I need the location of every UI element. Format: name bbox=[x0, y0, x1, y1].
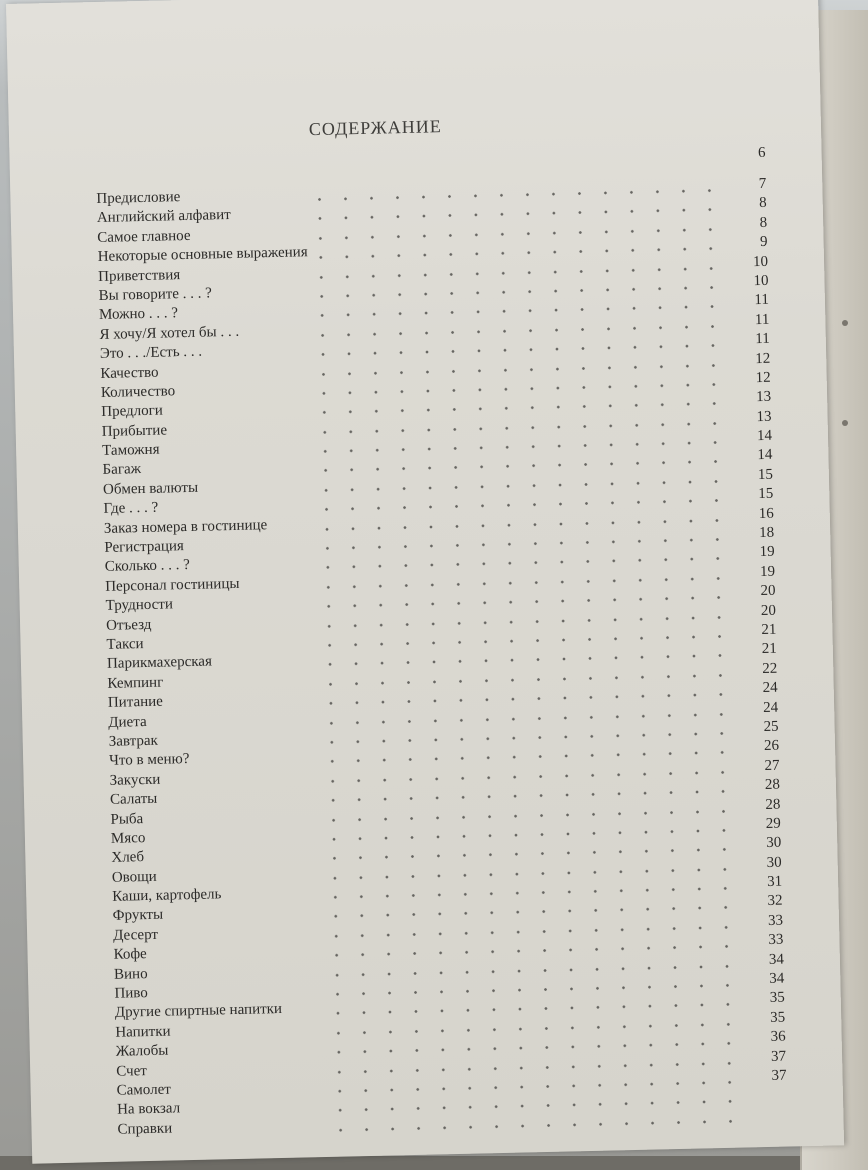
toc-entry-page-number: 8 bbox=[759, 214, 768, 231]
toc-entry-label: Справки bbox=[117, 1120, 173, 1138]
toc-entry-page-number: 14 bbox=[756, 427, 773, 445]
toc-entry-page-number: 31 bbox=[766, 873, 783, 891]
toc-entry-label: Обмен валюты bbox=[102, 479, 199, 498]
toc-entry-page-number: 30 bbox=[766, 834, 782, 852]
toc-entry-page-number bbox=[757, 1105, 787, 1106]
toc-entry-label: Где . . . ? bbox=[103, 499, 159, 518]
toc-entry-label: Количество bbox=[100, 383, 176, 401]
toc-entry-label: Английский алфавит bbox=[96, 207, 231, 227]
toc-entry-label: Персонал гостиницы bbox=[105, 575, 240, 595]
toc-entry-page-number: 33 bbox=[768, 931, 784, 949]
toc-entry-label: Трудности bbox=[105, 596, 174, 615]
toc-entry-page-number: 13 bbox=[756, 408, 772, 425]
toc-entry-page-number: 11 bbox=[755, 330, 770, 348]
toc-entry-label: Такси bbox=[106, 636, 144, 653]
toc-entry-label: Кемпинг bbox=[107, 674, 164, 692]
toc-entry-page-number: 22 bbox=[762, 660, 778, 677]
toc-top-page-number: 6 bbox=[757, 144, 766, 161]
toc-entry-page-number: 35 bbox=[769, 989, 785, 1007]
toc-entry-page-number: 12 bbox=[755, 369, 771, 386]
toc-entry-label: Другие спиртные напитки bbox=[114, 1001, 283, 1022]
toc-entry-label: Регистрация bbox=[104, 538, 185, 556]
toc-entry-label: Кофе bbox=[113, 946, 147, 964]
toc-entry-label: Овощи bbox=[111, 868, 157, 886]
toc-entry-label: Диета bbox=[108, 713, 147, 731]
book-page bbox=[6, 0, 844, 1164]
toc-entry-page-number: 12 bbox=[755, 350, 771, 367]
toc-entry-page-number: 27 bbox=[764, 757, 780, 774]
toc-entry-page-number: 26 bbox=[763, 737, 780, 755]
toc-entry-page-number: 15 bbox=[757, 466, 774, 483]
toc-entry-label: Рыба bbox=[110, 810, 144, 828]
toc-entry-page-number: 10 bbox=[753, 272, 769, 290]
toc-entry-page-number: 9 bbox=[759, 233, 768, 251]
toc-entry-page-number: 34 bbox=[769, 970, 785, 987]
binding-stitch bbox=[842, 320, 848, 326]
toc-entry-label: На вокзал bbox=[116, 1100, 181, 1119]
toc-entry-label: Пиво bbox=[114, 985, 149, 1002]
toc-entry-page-number: 10 bbox=[752, 253, 769, 270]
toc-entry-page-number: 19 bbox=[759, 544, 775, 561]
toc-entry-label: Парикмахерская bbox=[106, 653, 213, 673]
toc-entry-label: Что в меню? bbox=[109, 751, 190, 770]
toc-entry-page-number: 7 bbox=[758, 175, 767, 192]
toc-entry-label: Предисловие bbox=[96, 189, 181, 207]
toc-entry-page-number: 24 bbox=[762, 679, 778, 697]
toc-entry-page-number: 32 bbox=[767, 893, 783, 910]
toc-entry-page-number: 25 bbox=[763, 718, 779, 735]
toc-entry-label: Питание bbox=[107, 693, 164, 712]
toc-entry-page-number: 14 bbox=[757, 447, 773, 464]
dot-leader bbox=[328, 1119, 748, 1132]
toc-entry-label: Качество bbox=[100, 364, 159, 382]
toc-entry-label: Заказ номера в гостинице bbox=[103, 516, 268, 537]
toc-entry-page-number: 21 bbox=[761, 641, 778, 658]
toc-entry-label: Таможня bbox=[101, 441, 160, 460]
toc-entry-label: Предлоги bbox=[101, 402, 164, 421]
toc-entry-page-number: 24 bbox=[762, 699, 779, 716]
toc-entry-label: Вино bbox=[113, 965, 148, 983]
toc-entry-page-number: 28 bbox=[765, 796, 781, 813]
toc-entry-page-number: 30 bbox=[766, 854, 782, 871]
page-title: СОДЕРЖАНИЕ bbox=[308, 116, 443, 140]
toc-entry-label: Багаж bbox=[102, 461, 142, 479]
toc-entry-page-number: 37 bbox=[770, 1048, 787, 1065]
toc-entry-page-number: 18 bbox=[759, 524, 775, 542]
toc-entry-page-number: 11 bbox=[754, 311, 770, 328]
toc-entry-label: Можно . . . ? bbox=[98, 305, 179, 324]
toc-entry-label: Я хочу/Я хотел бы . . . bbox=[99, 323, 240, 343]
toc-entry-page-number: 8 bbox=[759, 195, 767, 212]
toc-entry-page-number: 33 bbox=[767, 912, 784, 929]
toc-entry-page-number: 15 bbox=[758, 485, 774, 503]
toc-entry-page-number: 36 bbox=[770, 1028, 786, 1046]
toc-entry-page-number: 19 bbox=[759, 563, 776, 580]
toc-entry-label: Десерт bbox=[112, 926, 159, 944]
table-of-contents bbox=[96, 144, 787, 1140]
toc-entry-label: Самое главное bbox=[97, 227, 191, 246]
toc-entry-label: Каши, картофель bbox=[112, 886, 222, 905]
toc-entry-page-number: 21 bbox=[761, 621, 777, 639]
toc-entry-page-number: 37 bbox=[771, 1067, 787, 1084]
toc-entry-page-number: 13 bbox=[755, 389, 772, 406]
toc-entry-label: Фрукты bbox=[112, 907, 164, 925]
toc-entry-page-number bbox=[757, 1086, 787, 1087]
toc-entry-page-number: 35 bbox=[770, 1009, 786, 1026]
toc-entry-page-number: 29 bbox=[765, 815, 781, 832]
toc-entry-label: Самолет bbox=[116, 1081, 172, 1099]
toc-entry-page-number: 11 bbox=[754, 292, 770, 309]
toc-entry-page-number: 20 bbox=[760, 582, 776, 600]
toc-entry-label: Прибытие bbox=[101, 422, 168, 440]
toc-entry-label: Салаты bbox=[109, 790, 158, 808]
toc-entry-label: Вы говорите . . . ? bbox=[98, 285, 213, 304]
toc-entry-label: Сколько . . . ? bbox=[104, 557, 191, 576]
toc-entry-label: Это . . ./Есть . . . bbox=[99, 343, 203, 363]
toc-entry-label: Приветствия bbox=[98, 266, 181, 285]
toc-entry-label: Отъезд bbox=[105, 616, 152, 634]
toc-entry-label: Завтрак bbox=[108, 732, 159, 750]
toc-entry-label: Хлеб bbox=[111, 849, 145, 867]
toc-entry-label: Счет bbox=[116, 1062, 147, 1080]
toc-entry-label: Жалобы bbox=[115, 1042, 169, 1060]
toc-entry-label: Напитки bbox=[115, 1023, 171, 1041]
toc-entry-label: Закуски bbox=[109, 771, 161, 789]
toc-entry-page-number: 16 bbox=[758, 505, 774, 522]
toc-entry-page-number: 34 bbox=[768, 951, 785, 968]
toc-entry-page-number: 28 bbox=[764, 776, 781, 794]
binding-stitch bbox=[842, 420, 848, 426]
toc-entry-label: Некоторые основные выражения bbox=[97, 244, 308, 266]
toc-entry-label: Мясо bbox=[110, 829, 146, 847]
toc-entry-page-number: 20 bbox=[760, 602, 777, 619]
